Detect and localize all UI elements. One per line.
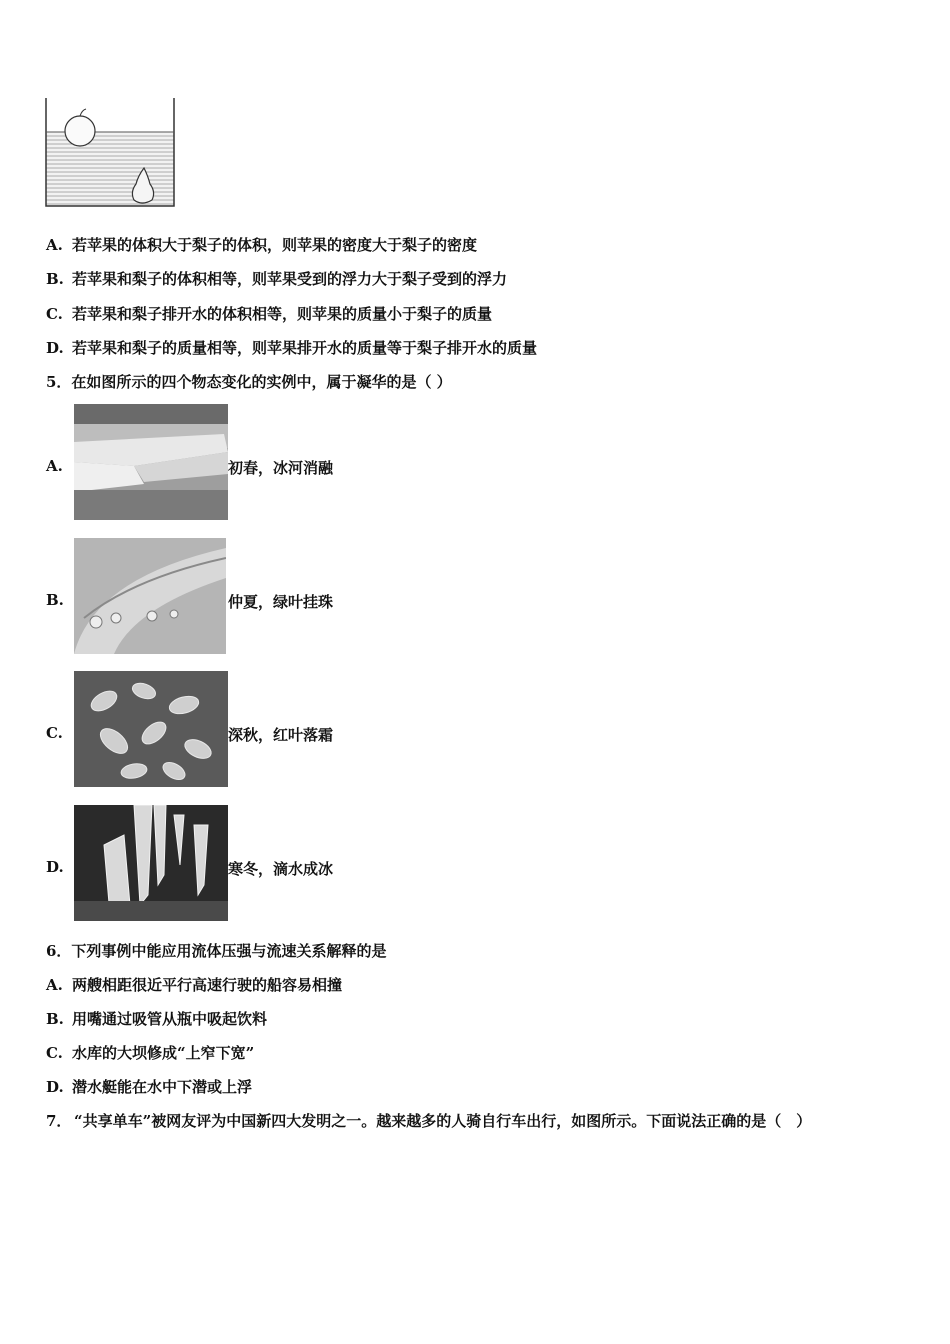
- q6-option-a: A. 两艘相距很近平行高速行驶的船容易相撞: [46, 976, 343, 994]
- q5-option-d-label: D.: [46, 858, 64, 876]
- q5-option-a-photo: [74, 404, 228, 520]
- q5-option-c-photo: [74, 671, 228, 787]
- q5-option-d-photo: [74, 805, 228, 921]
- q4-option-c: C. 若苹果和梨子排开水的体积相等，则苹果的质量小于梨子的质量: [46, 305, 493, 323]
- q5-option-a-caption: 初春，冰河消融: [228, 459, 334, 477]
- q6-option-d: D. 潜水艇能在水中下潜或上浮: [46, 1078, 253, 1096]
- q4-option-b: B. 若苹果和梨子的体积相等，则苹果受到的浮力大于梨子受到的浮力: [46, 270, 508, 288]
- container-figure: [44, 98, 178, 208]
- q5-stem: 5．在如图所示的四个物态变化的实例中，属于凝华的是（ ）: [46, 373, 452, 391]
- q7-stem: [46, 1111, 811, 1131]
- q4-option-d: D. 若苹果和梨子的质量相等，则苹果排开水的质量等于梨子排开水的质量: [46, 339, 538, 357]
- q5-option-b-caption: 仲夏，绿叶挂珠: [228, 593, 334, 611]
- q4-option-a: A. 若苹果的体积大于梨子的体积，则苹果的密度大于梨子的密度: [46, 236, 478, 254]
- q6-option-c: C. 水库的大坝修成“上窄下宽”: [46, 1044, 255, 1062]
- q5-option-a-label: A.: [46, 457, 63, 475]
- q5-option-c-caption: 深秋，红叶落霜: [228, 726, 334, 744]
- q7-number: 7．: [46, 1112, 72, 1130]
- apple-shape: [65, 109, 95, 146]
- q5-option-d-caption: 寒冬，滴水成冰: [228, 860, 334, 878]
- q5-option-b-label: B.: [46, 591, 64, 609]
- q5-option-b-photo: [74, 538, 226, 654]
- q7-text: “共享单车”被网友评为中国新四大发明之一。越来越多的人骑自行车出行，如图所示。下面说法正确的是（ ）: [74, 1112, 812, 1130]
- q6-stem: 6．下列事例中能应用流体压强与流速关系解释的是: [46, 942, 387, 960]
- q6-option-b: B. 用嘴通过吸管从瓶中吸起饮料: [46, 1010, 268, 1028]
- q5-option-c-label: C.: [46, 724, 63, 742]
